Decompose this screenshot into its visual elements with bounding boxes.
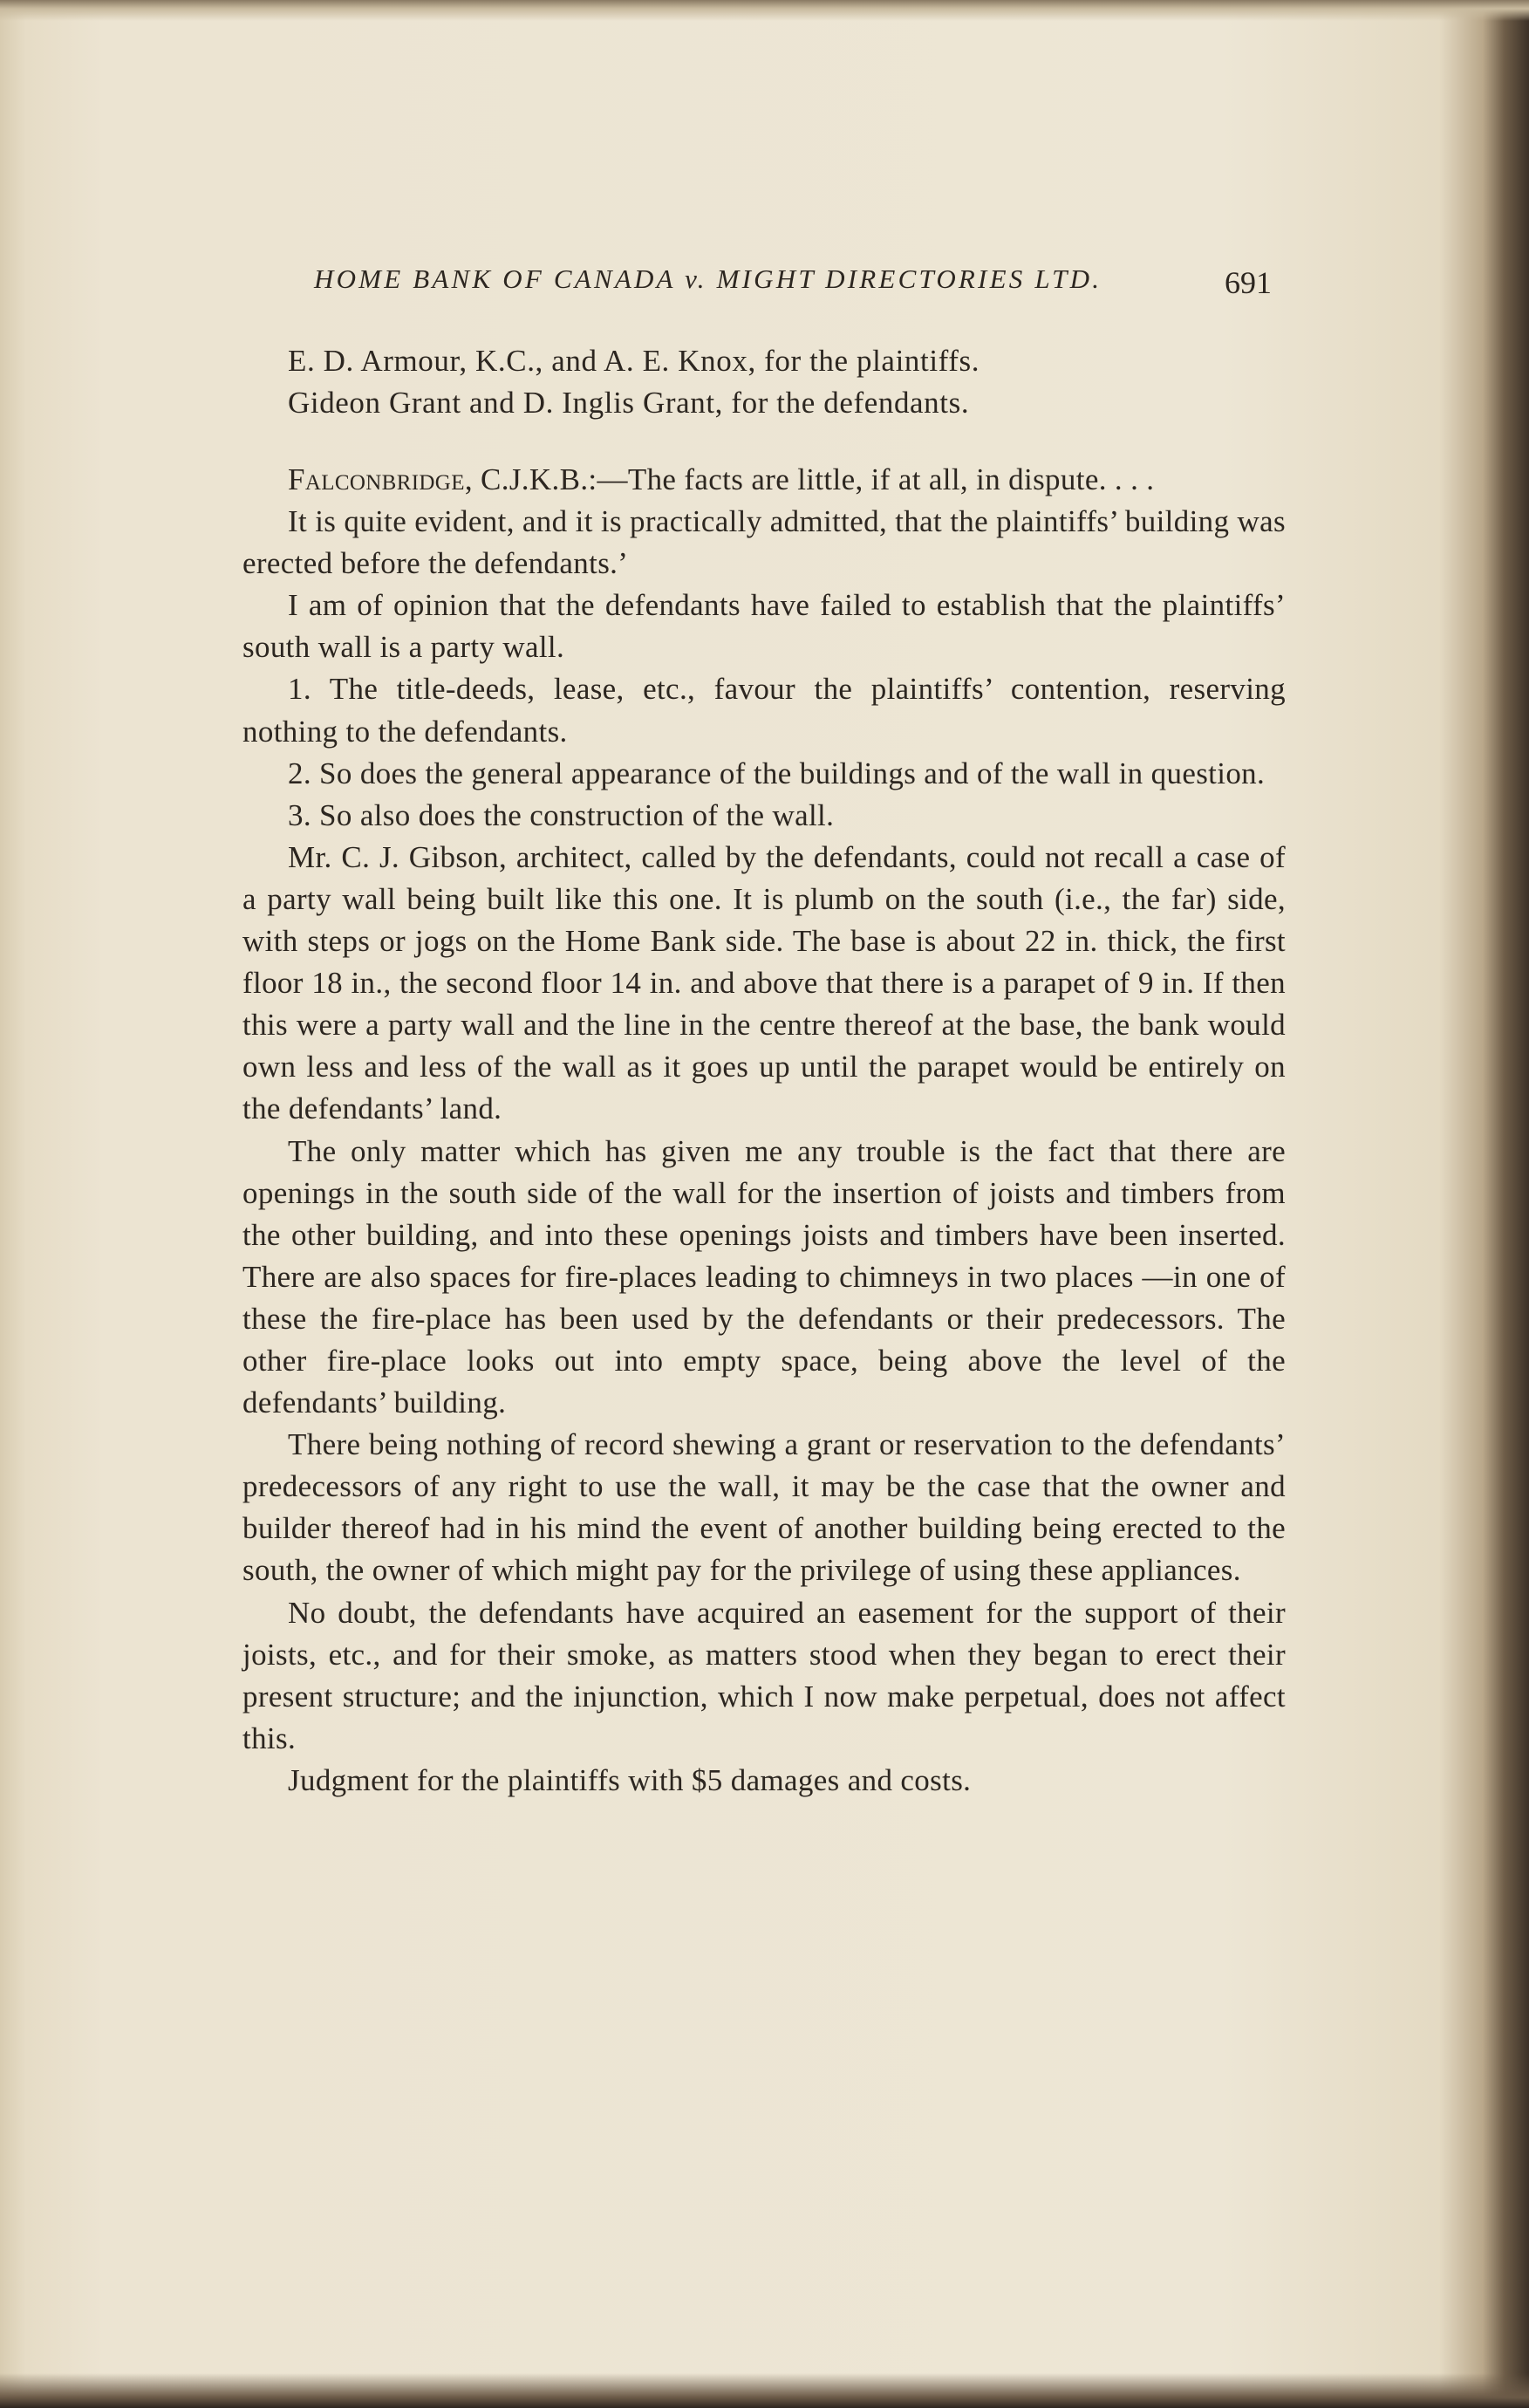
paragraph-building-erected: It is quite evident, and it is practically admitted, that the plaintiffs’ building was erected before the defendants.’ xyxy=(242,504,1286,581)
judge-name: Falconbridge xyxy=(288,462,465,496)
paragraph-easement: No doubt, the defendants have acquired an easement for the support of their joists, etc., and for their smoke, as matters stood when they began to erect their present structure; and the injunction, which I now make perpetual, does not affect this. xyxy=(242,1595,1286,1755)
paragraph-architect-testimony: Mr. C. J. Gibson, architect, called by the defendants, could not recall a case of a party wall being built like this one. It is plumb on the south (i.e., the far) side, with steps or jogs on the Home Bank side. The base is about 22 in. thick, the first floor 18 in., the second floor 14 in. and above that there is a parapet of 9 in. If then this were a party wall and the line in the centre thereof at the base, the bank would own less and less of the wall as it goes up until the parapet would be entirely on the defendants’ land. xyxy=(242,839,1286,1126)
running-head-title: HOME BANK OF CANADA v. MIGHT DIRECTORIES LTD. xyxy=(314,263,1102,294)
paragraph-openings: The only matter which has given me any trouble is the fact that there are openings in the south side of the wall for the insertion of joists and timbers from the other building, and into these openings joists and timbers have been inserted. There are also spaces for fire-places leading to chimneys in two places —in one of these the fire-place has been used by the defendants or their predecessors. The other fire-place looks out into empty space, being above the level of the defendants’ building. xyxy=(242,1133,1286,1420)
judgment-opening-text: , C.J.K.B.:—The facts are little, if at all, in dispute. . . . xyxy=(464,462,1155,496)
judgment-text xyxy=(242,459,1286,1802)
counsel-plaintiffs: E. D. Armour, K.C., and A. E. Knox, for the plaintiffs. xyxy=(288,344,980,378)
paragraph-no-record: There being nothing of record shewing a grant or reservation to the defendants’ predecessors of any right to use the wall, it may be the case that the owner and builder thereof had in his mind the event of another building being erected to the south, the owner of which might pay for the privilege of using these appliances. xyxy=(242,1427,1286,1588)
paragraph-opinion: I am of opinion that the defendants have failed to establish that the plaintiffs’ south wall is a party wall. xyxy=(242,588,1286,665)
page-number: 691 xyxy=(1225,265,1272,300)
paragraph-point-1: 1. The title-deeds, lease, etc., favour the plaintiffs’ contention, reserving nothing to the defendants. xyxy=(242,672,1286,749)
counsel-defendants: Gideon Grant and D. Inglis Grant, for the defendants. xyxy=(288,386,970,420)
paragraph-point-3: 3. So also does the construction of the wall. xyxy=(288,797,835,832)
counsel-listing xyxy=(288,340,1291,424)
paragraph-point-2: 2. So does the general appearance of the buildings and of the wall in question. xyxy=(288,756,1266,790)
final-judgment-line: Judgment for the plaintiffs with $5 damages and costs. xyxy=(288,1762,972,1797)
judgment-opening-paragraph xyxy=(242,459,1286,501)
